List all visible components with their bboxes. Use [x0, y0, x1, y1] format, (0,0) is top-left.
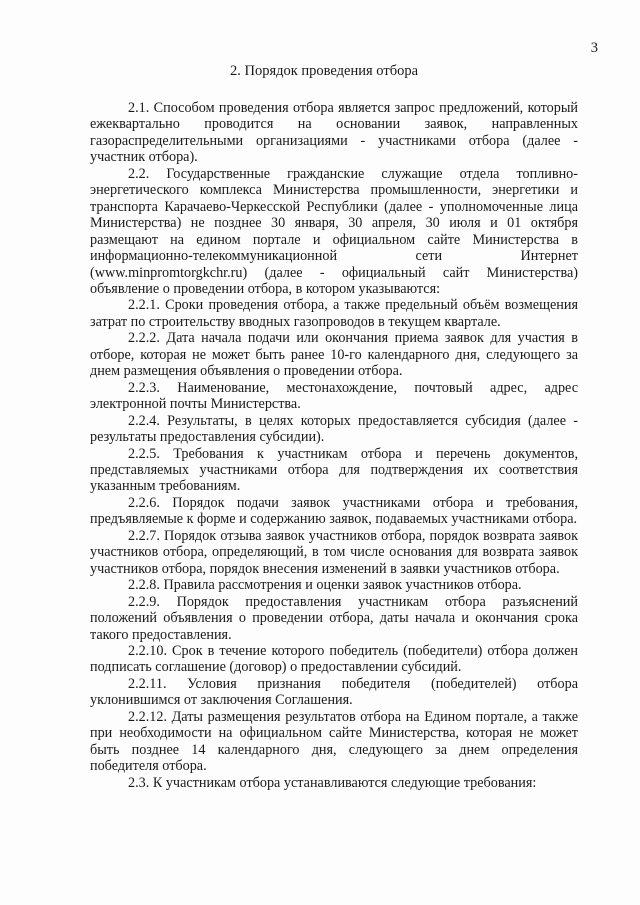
page-number: 3: [590, 40, 598, 56]
paragraph-2-2-10: 2.2.10. Срок в течение которого победитель (победители) отбора должен подписать соглашение (договор) о предоставлении субсидий.: [90, 642, 578, 676]
paragraph-2-2-7: 2.2.7. Порядок отзыва заявок участников отбора, порядок возврата заявок участников отбора, определяющий, в том числе основания для возврата заявок участников отбора, порядок внесения изменений в заявки участников отбора.: [90, 527, 578, 577]
paragraph-2-2-5: 2.2.5. Требования к участникам отбора и перечень документов, представляемых участниками отбора для подтверждения их соответствия указанным требованиям.: [90, 445, 578, 495]
paragraph-2-2-9: 2.2.9. Порядок предоставления участникам отбора разъяснений положений объявления о проведении отбора, даты начала и окончания срока такого предоставления.: [90, 593, 578, 643]
paragraph-2-2: 2.2. Государственные гражданские служащие отдела топливно-энергетического комплекса Министерства промышленности, энергетики и транспорта Карачаево-Черкесской Республики (далее - уполномоченные лица Министерства) не позднее 30 января, 30 апреля, 30 июля и 01 октября размещают на едином портале и официальном сайте Министерства в информационно-телекоммуникационной сети Интернет (www.minpromtorgkchr.ru) (далее - официальный сайт Министерства) объявление о проведении отбора, в котором указываются:: [90, 165, 578, 297]
paragraph-2-2-3: 2.2.3. Наименование, местонахождение, почтовый адрес, адрес электронной почты Министерства.: [90, 379, 578, 413]
paragraph-2-2-12: 2.2.12. Даты размещения результатов отбора на Едином портале, а также при необходимости на официальном сайте Министерства, которая не может быть позднее 14 календарного дня, следующего за днем определения победителя отбора.: [90, 708, 578, 775]
paragraph-2-2-2: 2.2.2. Дата начала подачи или окончания приема заявок для участия в отборе, которая не может быть ранее 10-го календарного дня, следующего за днем размещения объявления о проведении отбора.: [90, 330, 578, 380]
paragraph-2-2-8: 2.2.8. Правила рассмотрения и оценки заявок участников отбора.: [128, 577, 522, 594]
paragraph-2-1: 2.1. Способом проведения отбора является запрос предложений, который ежеквартально проводится на основании заявок, направленных газораспределительными организациями - участниками отбора (далее - участник отбора).: [90, 100, 578, 166]
paragraph-2-2-6: 2.2.6. Порядок подачи заявок участниками отбора и требования, предъявляемые к форме и содержанию заявок, подаваемых участниками отбора.: [90, 494, 578, 528]
paragraph-2-2-1: 2.2.1. Сроки проведения отбора, а также предельный объём возмещения затрат по строительству вводных газопроводов в текущем квартале.: [90, 297, 578, 330]
paragraph-2-2-4: 2.2.4. Результаты, в целях которых предоставляется субсидия (далее - результаты предоставления субсидии).: [90, 412, 578, 446]
paragraph-2-2-11: 2.2.11. Условия признания победителя (победителей) отбора уклонившимся от заключения Соглашения.: [90, 675, 578, 709]
paragraph-2-3: 2.3. К участникам отбора устанавливаются следующие требования:: [128, 774, 537, 791]
section-title: 2. Порядок проведения отбора: [229, 63, 419, 79]
document-body: [90, 100, 578, 791]
